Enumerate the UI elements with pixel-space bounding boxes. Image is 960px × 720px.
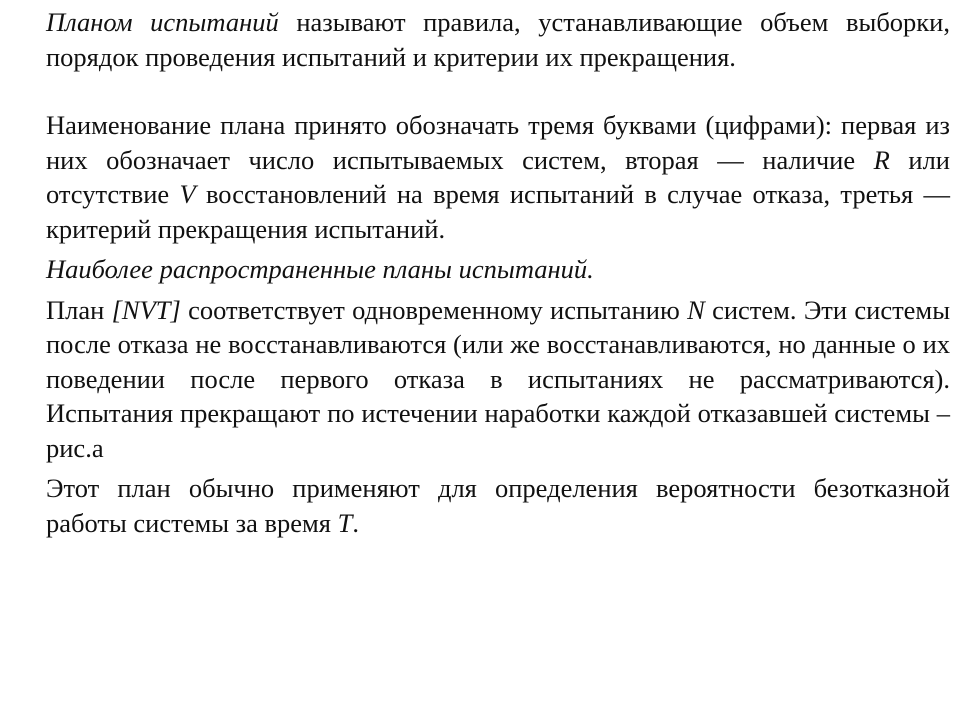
- plan-text-3: систем. Эти системы после отказа не восстанавливаются (или же восстанавливаются, но данные о их поведении после первого отказа в испытаниях не рассматриваются). Испытания прекращают по истечении наработки каждой отказавшей системы – рис.а: [46, 294, 950, 463]
- naming-paragraph: [46, 108, 950, 246]
- plan-code: [NVT]: [111, 294, 181, 325]
- symbol-v: V: [179, 179, 196, 209]
- usage-paragraph: [46, 471, 950, 540]
- naming-text-2: или отсутствие: [46, 144, 950, 209]
- naming-text-3: восстановлений на время испытаний в случае отказа, третья — критерий прекращения испытаний.: [46, 179, 950, 244]
- symbol-t: T: [337, 507, 353, 538]
- defined-term: Планом испытаний: [46, 7, 279, 37]
- usage-text-1: Этот план обычно применяют для определения вероятности безотказной работы системы за время: [46, 473, 950, 538]
- section-heading: Наиболее распространенные планы испытаний.: [46, 254, 594, 284]
- symbol-n: N: [687, 294, 705, 325]
- usage-text-2: .: [352, 507, 359, 538]
- plan-nvt-paragraph: [46, 293, 950, 466]
- document-page: [46, 5, 950, 540]
- plan-text-2: соответствует одновременному испытанию: [180, 294, 688, 325]
- plan-text-1: План: [46, 294, 112, 325]
- definition-paragraph: [46, 5, 950, 74]
- naming-text-1: Наименование плана принято обозначать тремя буквами (цифрами): первая из них обозначает число испытываемых систем, вторая — наличие: [46, 110, 950, 175]
- symbol-r: R: [873, 144, 890, 175]
- definition-text: называют правила, устанавливающие объем выборки, порядок проведения испытаний и критерии их прекращения.: [46, 7, 950, 72]
